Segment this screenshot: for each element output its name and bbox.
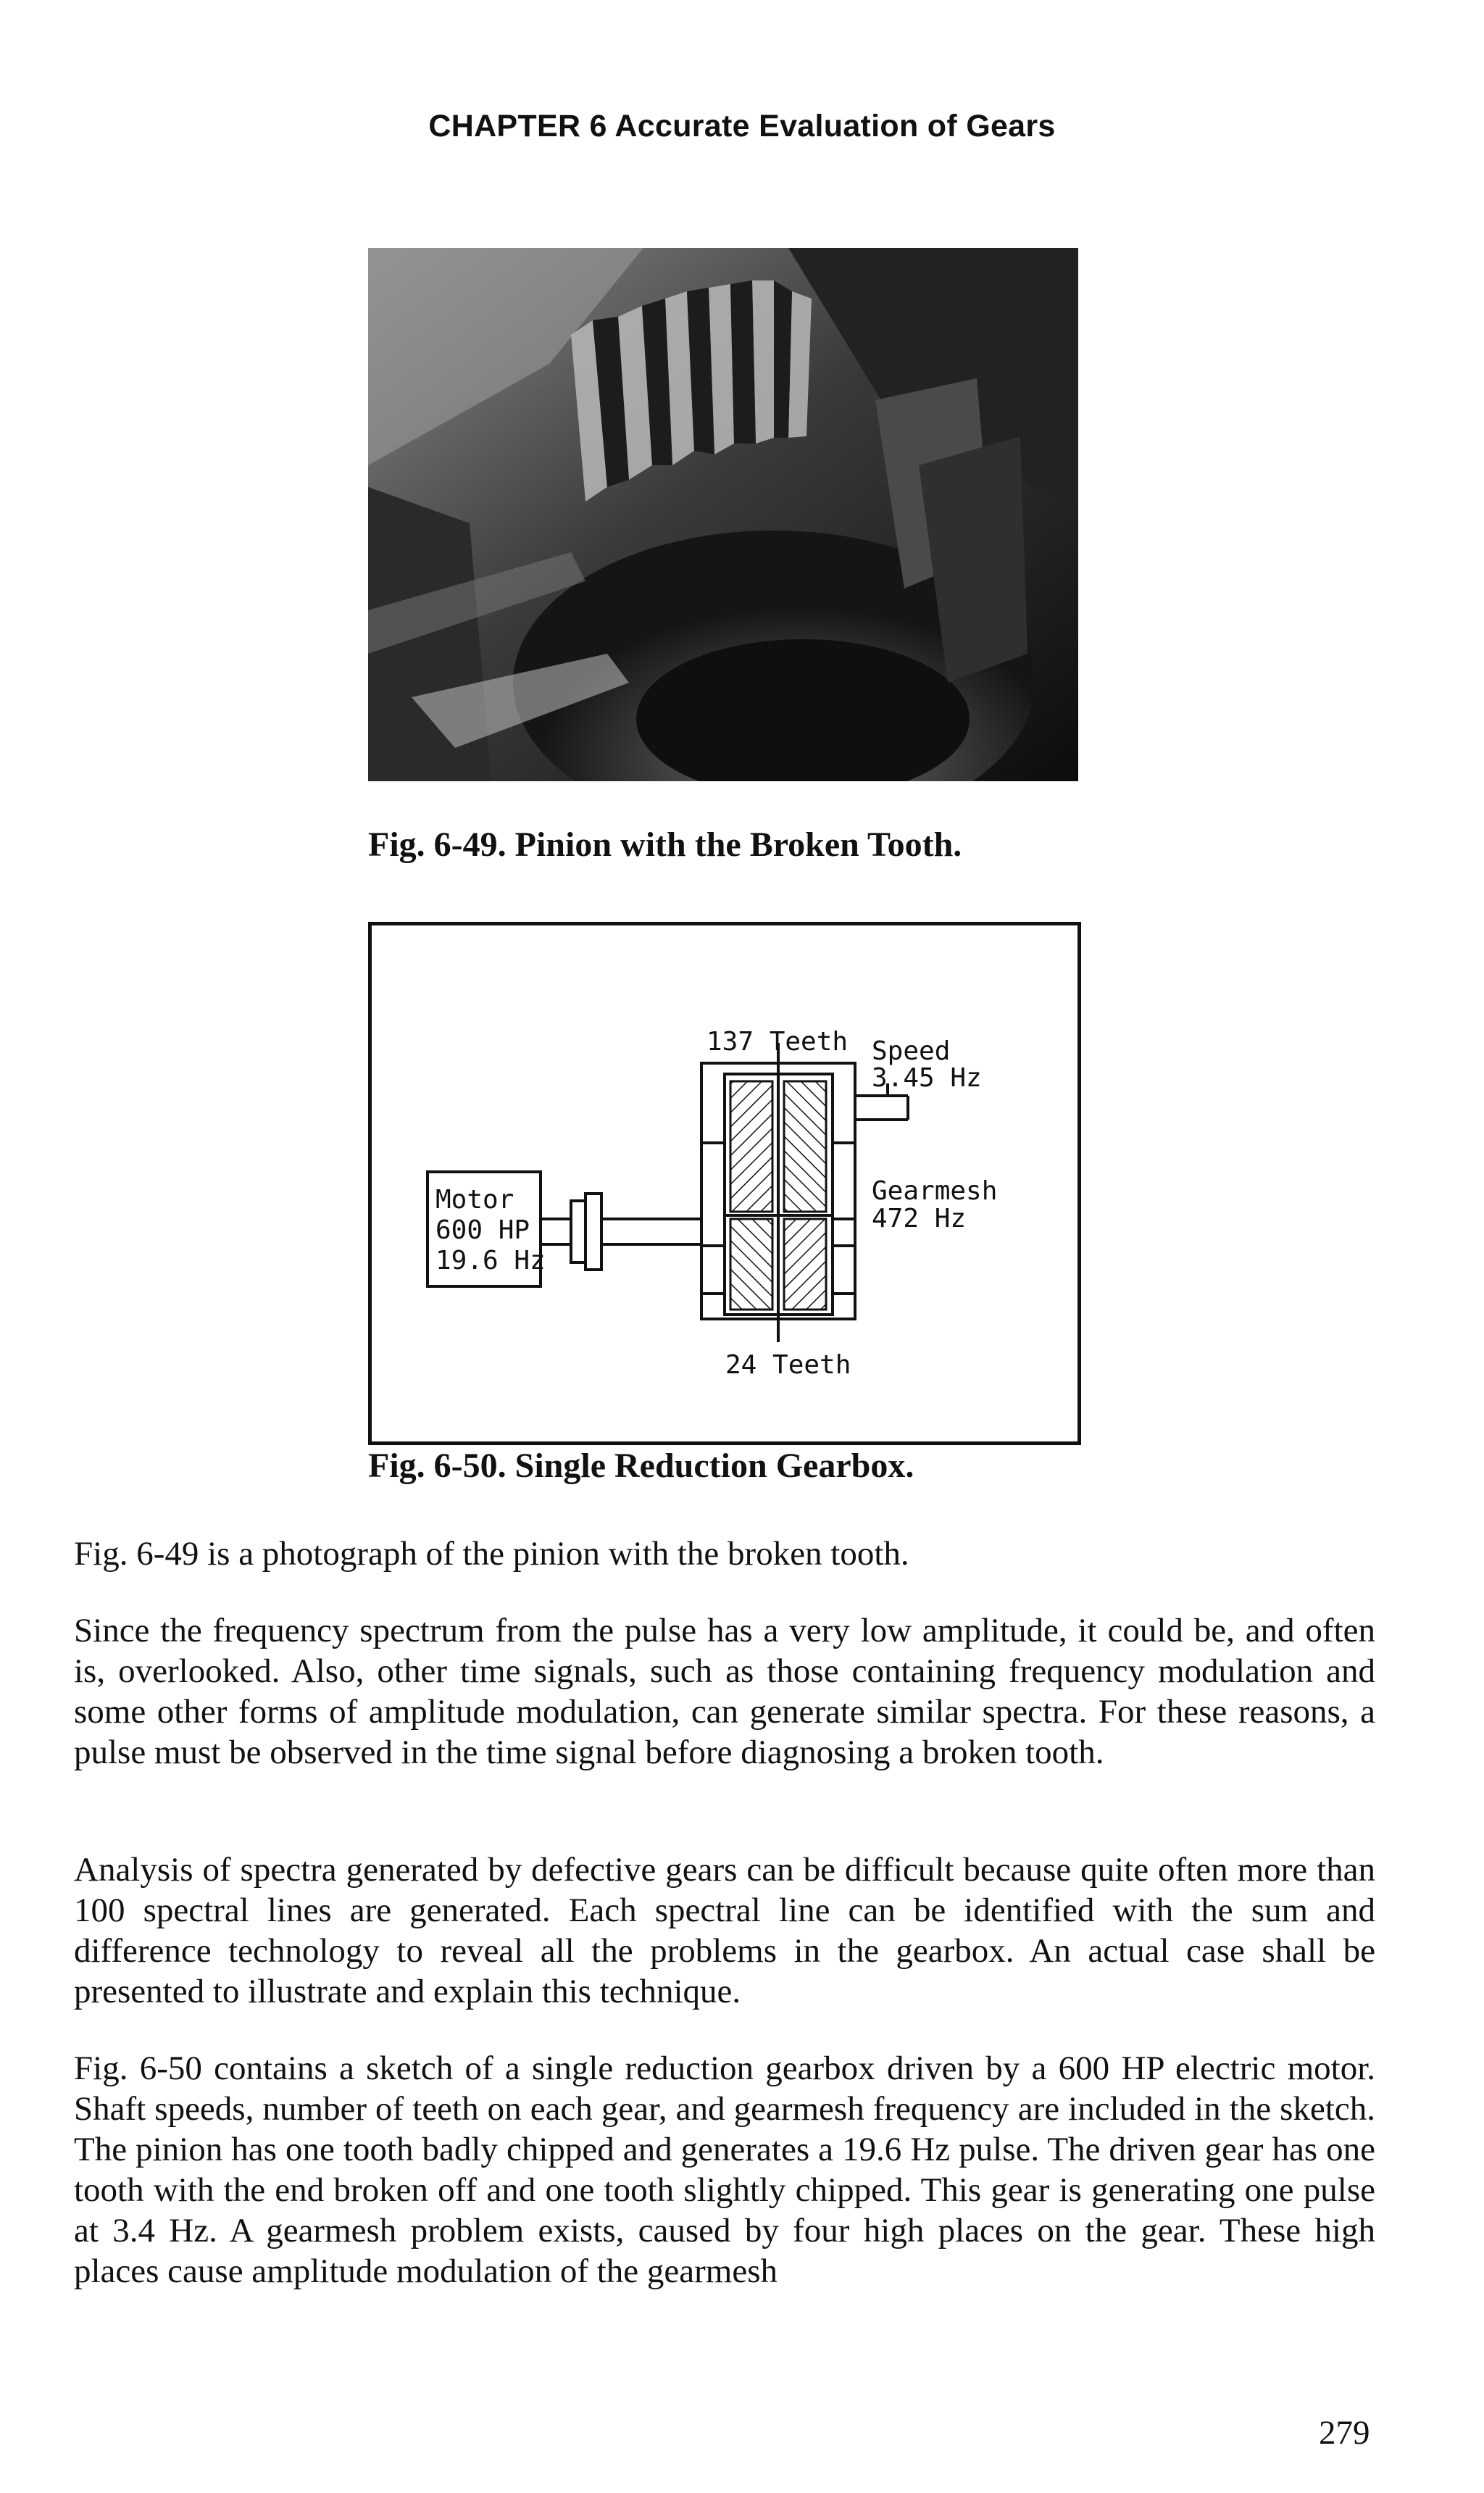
speed-label: Speed — [872, 1036, 951, 1066]
paragraph-3: Analysis of spectra generated by defective gears can be difficult because quite often more than 100 spectral lines are generated. Each spectral line can be identified with the sum and difference technology to reveal all the problems in the gearbox. An actual case shall be presented to illustrate and explain this technique. — [74, 1851, 1375, 2010]
chapter-number: CHAPTER 6 — [428, 109, 607, 143]
pinion-photo-graphic — [368, 248, 1078, 781]
pinion-teeth-label: 24 Teeth — [725, 1350, 851, 1380]
pinion-right-half — [784, 1219, 826, 1310]
driven-gear-left-half — [730, 1081, 772, 1212]
gearbox-diagram — [368, 922, 1081, 1445]
motor-hp: 600 HP — [435, 1215, 530, 1245]
gearmesh-value: 472 Hz — [872, 1204, 967, 1233]
gearmesh-label: Gearmesh — [872, 1176, 998, 1206]
paragraph-1: Fig. 6-49 is a photograph of the pinion with the broken tooth. — [74, 1535, 909, 1573]
motor-label: Motor — [435, 1185, 514, 1215]
running-header — [0, 109, 1484, 144]
pinion-photo — [368, 248, 1078, 781]
motor-hz: 19.6 Hz — [435, 1246, 546, 1275]
figure-6-49-caption: Fig. 6-49. Pinion with the Broken Tooth. — [368, 825, 962, 864]
paragraph-4: Fig. 6-50 contains a sketch of a single reduction gearbox driven by a 600 HP electric motor. Shaft speeds, number of teeth on each gear, and gearmesh frequency are included in the sketch. The pinion has one tooth badly chipped and generates a 19.6 Hz pulse. The driven gear has one tooth with the end broken off and one tooth slightly chipped. This gear is generating one pulse at 3.4 Hz. A gearmesh problem exists, caused by four high places on the gear. These high places cause amplitude modulation of the gearmesh — [74, 2049, 1375, 2290]
chapter-title: Accurate Evaluation of Gears — [614, 109, 1056, 143]
driven-gear-right-half — [784, 1081, 826, 1212]
gear-teeth-label: 137 Teeth — [706, 1027, 849, 1057]
paragraph-2: Since the frequency spectrum from the pulse has a very low amplitude, it could be, and often is, overlooked. Also, other time signals, such as those containing frequency modulation and some other forms of amplitude modulation, can generate similar spectra. For these reasons, a pulse must be observed in the time signal before diagnosing a broken tooth. — [74, 1612, 1375, 1771]
figure-6-50-caption: Fig. 6-50. Single Reduction Gearbox. — [368, 1447, 914, 1485]
page-number: 279 — [1319, 2414, 1370, 2452]
speed-value: 3.45 Hz — [872, 1063, 982, 1093]
gearbox-sketch — [372, 925, 1077, 1441]
pinion-left-half — [730, 1219, 772, 1310]
